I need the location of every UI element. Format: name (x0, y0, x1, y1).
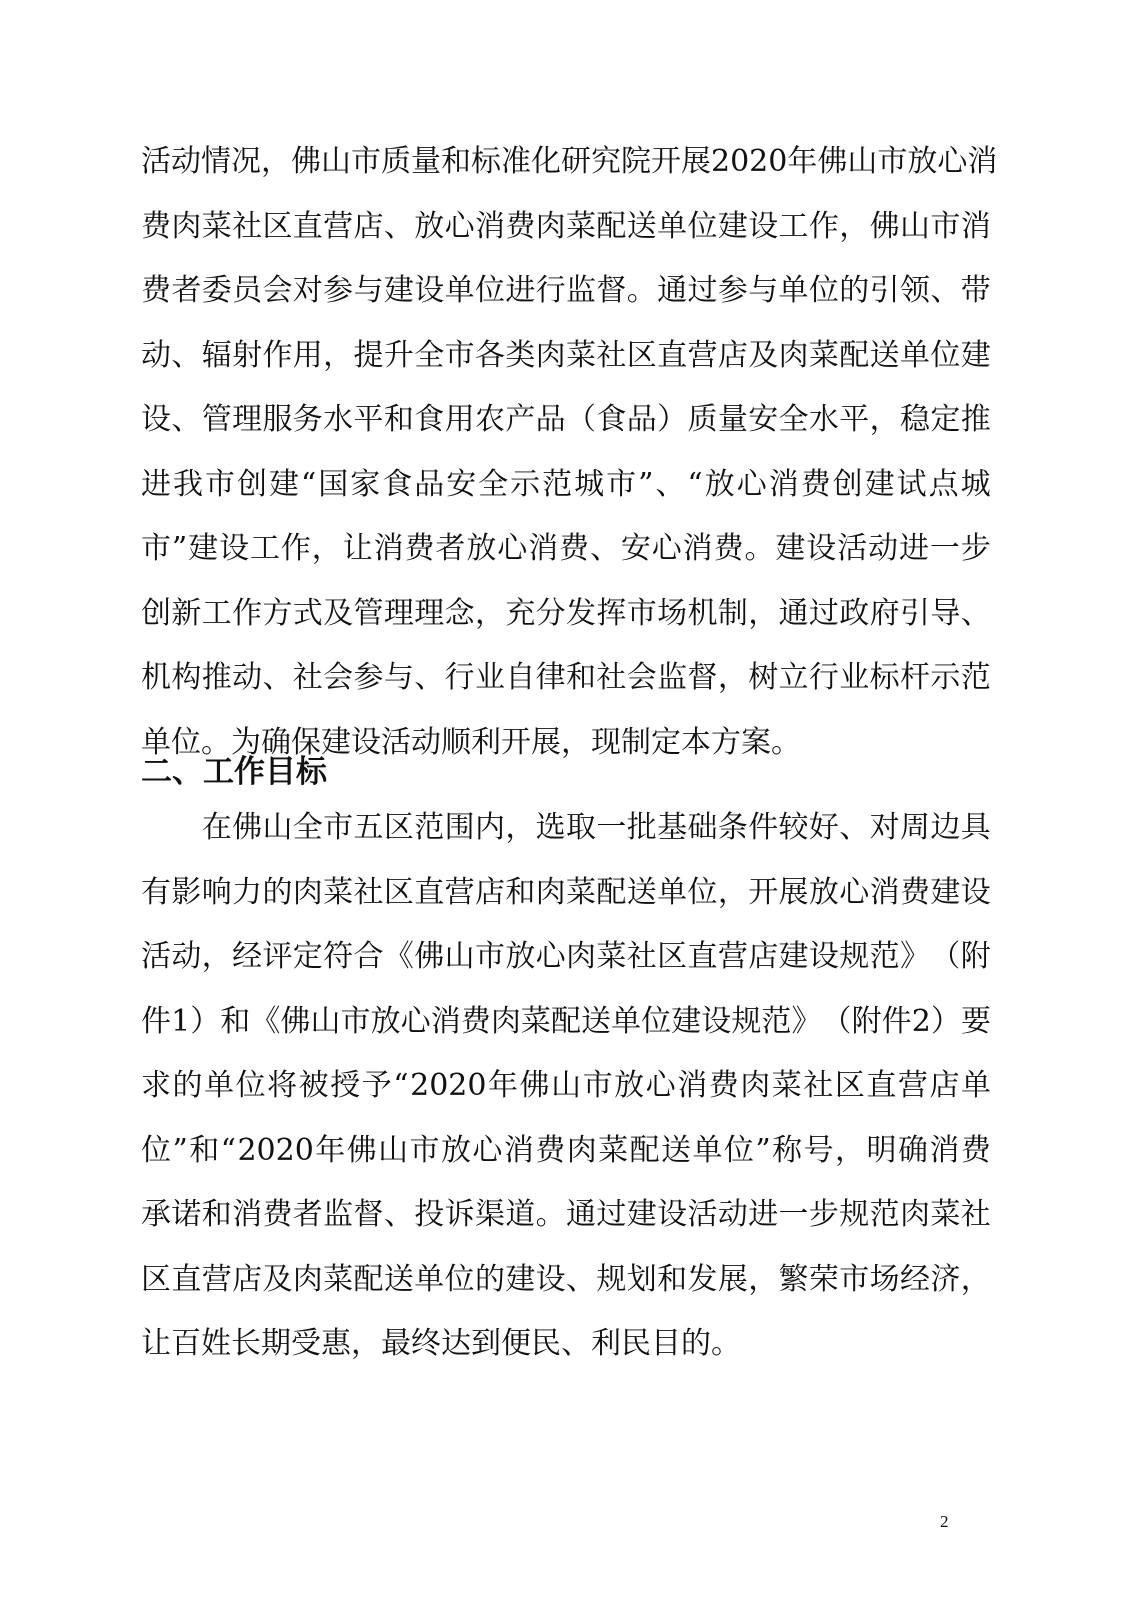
text-line: 动 、 辐 射 作 用 ， 提 升 全 市 各 类 肉 菜 社 区 直 营 店 及 肉 菜 配 送 单 位 建 (141, 337, 991, 373)
page-number: 2 (940, 1512, 949, 1531)
text-line: 区 直 营 店 及 肉 菜 配 送 单 位 的 建 设 、 规 划 和 发 展 ， 繁 荣 市 场 经 济 ， (141, 1261, 991, 1297)
section-heading-work-goals: 二、工作目标 (141, 754, 327, 790)
text-line: 件 1 ） 和 《 佛 山 市 放 心 消 费 肉 菜 配 送 单 位 建 设 规 范 》 （ 附 件 2 ） 要 (141, 1003, 991, 1039)
text-line: 机 构 推 动 、 社 会 参 与 、 行 业 自 律 和 社 会 监 督 ， 树 立 行 业 标 杆 示 范 (141, 660, 991, 695)
text-line: 进 我 市 创 建 “ 国 家 食 品 安 全 示 范 城 市 ” 、 “ 放 心 消 费 创 建 试 点 城 (141, 466, 991, 502)
text-line-last: 让百姓长期受惠，最终达到便民、利民目的。 (141, 1326, 741, 1361)
text-line: 市 ” 建 设 工 作 ， 让 消 费 者 放 心 消 费 、 安 心 消 费 。 建 设 活 动 进 一 步 (141, 531, 991, 566)
paragraph-work-goals (141, 796, 991, 1377)
text-line: 创 新 工 作 方 式 及 管 理 理 念 ， 充 分 发 挥 市 场 机 制 ， 通 过 政 府 引 导 、 (141, 595, 991, 631)
text-line: 有 影 响 力 的 肉 菜 社 区 直 营 店 和 肉 菜 配 送 单 位 ， 开 展 放 心 消 费 建 设 (141, 874, 991, 910)
paragraph-background (141, 130, 998, 775)
text-line: 承 诺 和 消 费 者 监 督 、 投 诉 渠 道 。 通 过 建 设 活 动 进 一 步 规 范 肉 菜 社 (141, 1197, 991, 1232)
text-line-last: 单位。为确保建设活动顺利开展，现制定本方案。 (141, 724, 801, 760)
text-line: 位 ” 和 “ 2020 年 佛 山 市 放 心 消 费 肉 菜 配 送 单 位 ” 称 号 ， 明 确 消 费 (141, 1132, 991, 1168)
text-line: 费 者 委 员 会 对 参 与 建 设 单 位 进 行 监 督 。 通 过 参 与 单 位 的 引 领 、 带 (141, 273, 991, 308)
text-line: 活 动 情 况 ， 佛 山 市 质 量 和 标 准 化 研 究 院 开 展 2020 年 佛 山 市 放 心 消 (141, 144, 998, 179)
text-line: 设 、 管 理 服 务 水 平 和 食 用 农 产 品 （ 食 品 ） 质 量 安 全 水 平 ， 稳 定 推 (141, 402, 991, 437)
text-line: 活 动 ， 经 评 定 符 合 《 佛 山 市 放 心 肉 菜 社 区 直 营 店 建 设 规 范 》 （ 附 (141, 939, 991, 974)
text-line: 求 的 单 位 将 被 授 予 “ 2020 年 佛 山 市 放 心 消 费 肉 菜 社 区 直 营 店 单 (141, 1068, 991, 1103)
text-line: 在 佛 山 全 市 五 区 范 围 内 ， 选 取 一 批 基 础 条 件 较 好 、 对 周 边 具 (201, 810, 991, 845)
text-line: 费 肉 菜 社 区 直 营 店 、 放 心 消 费 肉 菜 配 送 单 位 建 设 工 作 ， 佛 山 市 消 (141, 208, 991, 244)
